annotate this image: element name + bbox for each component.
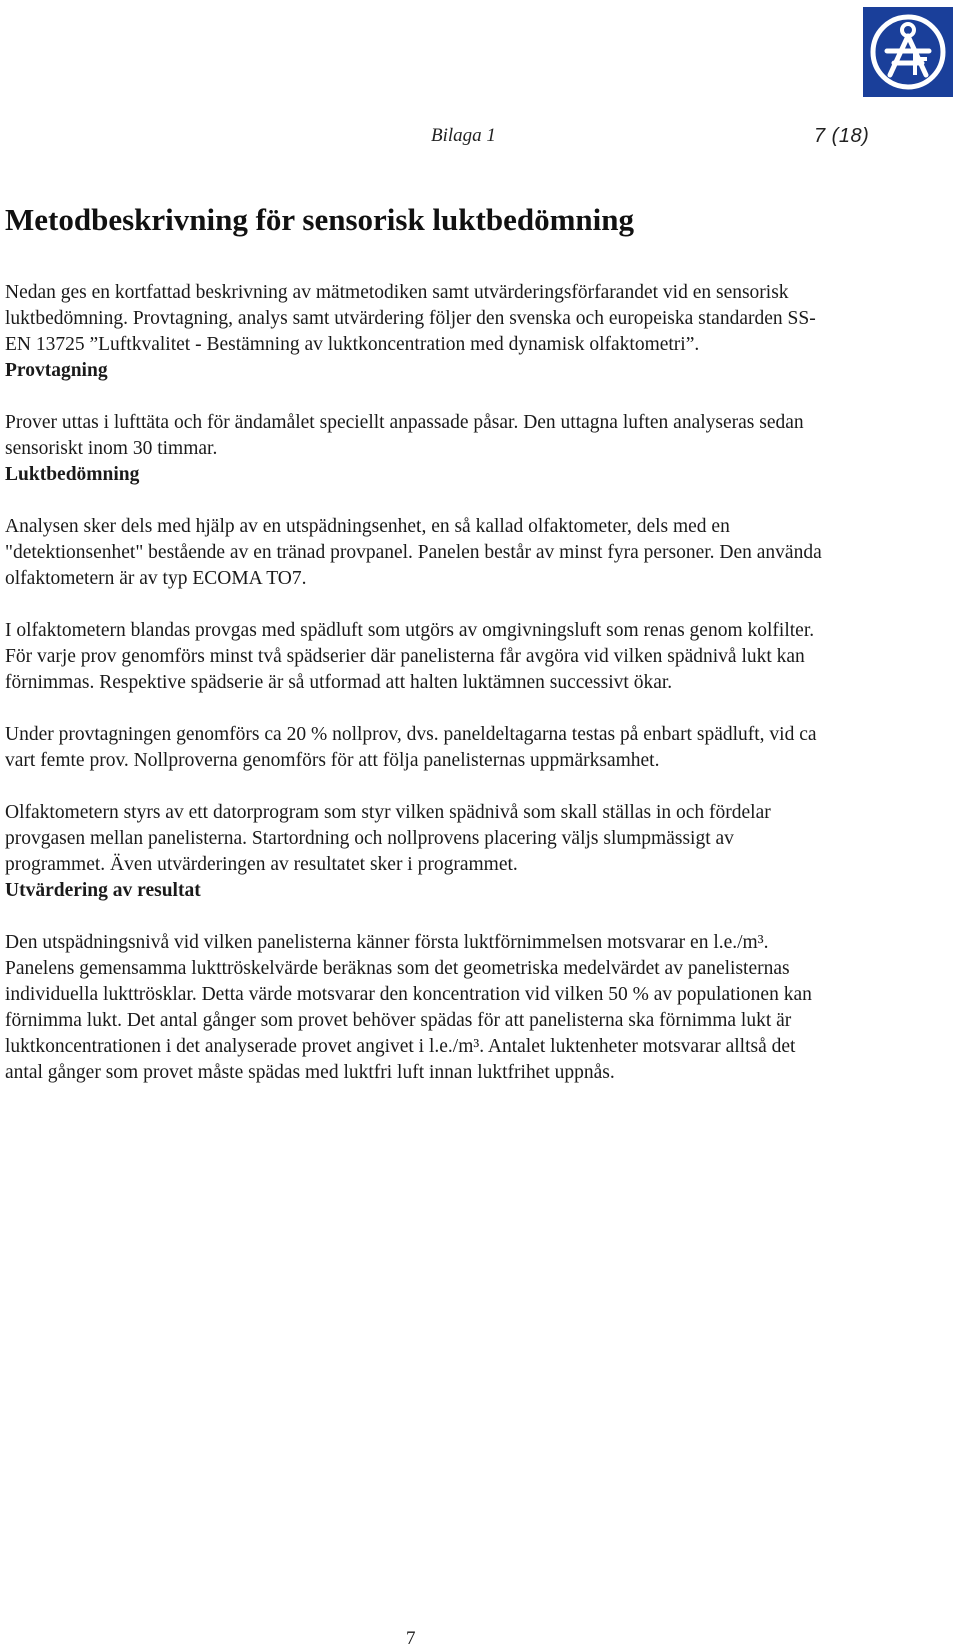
page-counter: 7 (18) bbox=[814, 125, 870, 147]
section-heading-provtagning: Provtagning bbox=[5, 360, 108, 381]
section-heading-luktbedomning: Luktbedömning bbox=[5, 464, 140, 485]
section-heading-utvardering: Utvärdering av resultat bbox=[5, 880, 201, 901]
paragraph: Den utspädningsnivå vid vilken panelisterna känner första luktförnimmelsen motsvarar en l.e./m³. Panelens gemensamma lukttröskelvärde beräknas som det geometriska medelvärdet av panelisternas individuella lukttrösklar. Detta värde motsvarar den koncentration vid vilken 50 % av populationen kan förnimma lukt. Det antal gånger som provet behöver spädas för att panelisterna ska förnimma lukt är luktkoncentrationen i det analyserade provet angivet i l.e./m³. Antalet luktenheter motsvarar alltså det antal gånger som provet måste spädas med luktfri luft innan luktfrihet uppnås. bbox=[5, 932, 812, 1083]
paragraph: I olfaktometern blandas provgas med spädluft som utgörs av omgivningsluft som renas genom kolfilter. För varje prov genomförs minst två spädserier där panelisterna får avgöra vid vilken spädnivå lukt kan förnimmas. Respektive spädserie är så utformad att halten luktämnen successivt ökar. bbox=[5, 620, 815, 693]
footer-page-number: 7 bbox=[406, 1628, 416, 1649]
af-logo-icon bbox=[863, 7, 953, 97]
appendix-label: Bilaga 1 bbox=[431, 125, 496, 146]
page-title: Metodbeskrivning för sensorisk luktbedömning bbox=[5, 202, 635, 237]
intro-paragraph: Nedan ges en kortfattad beskrivning av mätmetodiken samt utvärderingsförfarandet vid en sensorisk luktbedömning. Provtagning, analys samt utvärdering följer den svenska och europeiska standarden SS-EN 13725 ”Luftkvalitet - Bestämning av luktkoncentration med dynamisk olfaktometri”. bbox=[5, 282, 816, 355]
paragraph: Prover uttas i lufttäta och för ändamålet speciellt anpassade påsar. Den uttagna luften analyseras sedan sensoriskt inom 30 timmar. bbox=[5, 412, 804, 459]
document-body bbox=[5, 200, 835, 1112]
paragraph: Under provtagningen genomförs ca 20 % nollprov, dvs. paneldeltagarna testas på enbart spädluft, vid ca vart femte prov. Nollproverna genomförs för att följa panelisternas uppmärksamhet. bbox=[5, 724, 817, 771]
paragraph: Analysen sker dels med hjälp av en utspädningsenhet, en så kallad olfaktometer, dels med en "detektionsenhet" bestående av en tränad provpanel. Panelen består av minst fyra personer. Den använda olfaktometern är av typ ECOMA TO7. bbox=[5, 516, 822, 589]
paragraph: Olfaktometern styrs av ett datorprogram som styr vilken spädnivå som skall ställas in och fördelar provgasen mellan panelisterna. Startordning och nollprovens placering väljs slumpmässigt av programmet. Även utvärderingen av resultatet sker i programmet. bbox=[5, 802, 771, 875]
